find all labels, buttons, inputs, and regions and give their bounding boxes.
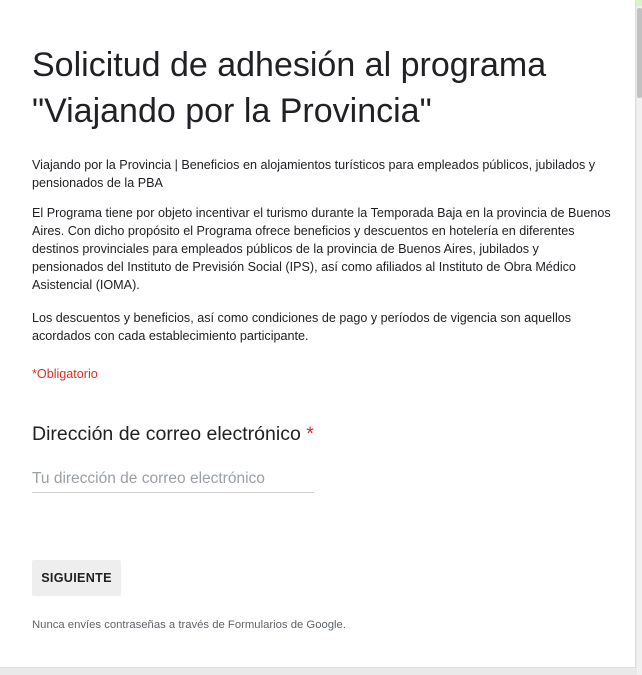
- form-description-body: El Programa tiene por objeto incentivar el turismo durante la Temporada Baja en la provincia de Buenos Aires. Con dicho propósito el Programa ofrece beneficios y descuentos en hotelería en diferentes destinos provinciales para empleados públicos de la provincia de Buenos Aires, jubilados y pensionados del Instituto de Previsión Social (IPS), así como afiliados al Instituto de Obra Médico Asistencial (IOMA).: [32, 206, 611, 292]
- scrollbar-track[interactable]: [637, 6, 642, 675]
- required-asterisk: *: [306, 423, 314, 445]
- form-description-conditions: Los descuentos y beneficios, así como condiciones de pago y períodos de vigencia son aquellos acordados con cada establecimiento participante.: [32, 311, 572, 343]
- form-description-subtitle: Viajando por la Provincia | Beneficios en alojamientos turísticos para empleados públicos, jubilados y pensionados de la PBA: [32, 158, 596, 190]
- email-question-label: Dirección de correo electrónico: [32, 423, 301, 445]
- email-question-title: [32, 420, 314, 448]
- required-fields-note: *Obligatorio: [32, 367, 98, 381]
- form-title: Solicitud de adhesión al programa "Viajando por la Provincia": [32, 46, 547, 130]
- password-warning-note: Nunca envíes contraseñas a través de Formularios de Google.: [32, 619, 346, 631]
- scrollbar-thumb[interactable]: [637, 8, 642, 98]
- next-button[interactable]: SIGUIENTE: [32, 560, 121, 596]
- email-input[interactable]: [32, 466, 314, 493]
